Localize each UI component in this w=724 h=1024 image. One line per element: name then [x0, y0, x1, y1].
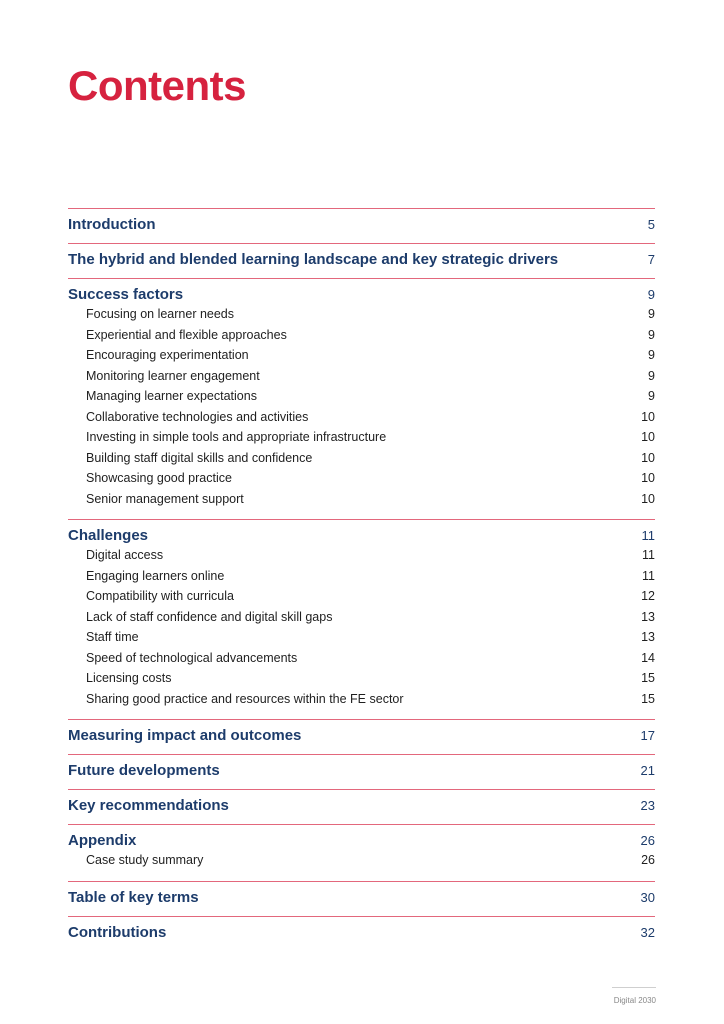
toc-subentry[interactable]	[68, 853, 655, 874]
toc-subentry-title: Monitoring learner engagement	[86, 368, 260, 383]
toc-subentry-page: 12	[641, 589, 655, 603]
toc-subentries	[68, 853, 655, 874]
toc-entry[interactable]	[68, 527, 655, 547]
toc-subentries	[68, 307, 655, 512]
page-title: Contents	[68, 62, 246, 109]
toc-subentry-title: Senior management support	[86, 491, 244, 506]
toc-entry-page: 5	[647, 217, 655, 232]
toc-subentry-page: 9	[648, 307, 655, 321]
toc-subentry[interactable]	[68, 548, 655, 569]
toc-subentry-title: Showcasing good practice	[86, 471, 232, 485]
toc-subentry-page: 11	[642, 548, 655, 562]
toc-subentry-page: 10	[641, 450, 655, 465]
toc-subentry-title: Experiential and flexible approaches	[86, 327, 287, 342]
toc-entry-title: Contributions	[68, 923, 167, 941]
toc-subentry-title: Collaborative technologies and activities	[86, 409, 309, 424]
toc-subentry-title: Compatibility with curricula	[86, 589, 234, 603]
toc-subentry-page: 26	[641, 853, 655, 867]
toc-section	[68, 719, 655, 754]
toc-section	[68, 519, 655, 719]
toc-section	[68, 881, 655, 916]
toc-entry[interactable]	[68, 889, 655, 909]
toc-section	[68, 278, 655, 519]
toc-entry[interactable]	[68, 286, 655, 306]
toc-subentry[interactable]	[68, 630, 655, 651]
toc-section	[68, 243, 655, 278]
table-of-contents	[68, 208, 655, 951]
toc-subentry-page: 10	[641, 430, 655, 444]
toc-subentry-page: 13	[641, 609, 655, 624]
toc-subentry-page: 9	[648, 348, 655, 362]
footer-divider	[612, 987, 656, 988]
toc-section	[68, 824, 655, 881]
toc-entry-title: Future developments	[68, 762, 220, 779]
toc-subentry-page: 11	[642, 568, 655, 583]
toc-subentry-title: Speed of technological advancements	[86, 650, 298, 665]
toc-subentry[interactable]	[68, 389, 655, 410]
toc-subentry[interactable]	[68, 692, 655, 713]
toc-subentry[interactable]	[68, 589, 655, 610]
toc-subentry-page: 14	[641, 650, 655, 665]
toc-entry[interactable]	[68, 924, 655, 944]
footer-label: Digital 2030	[613, 996, 656, 1005]
toc-subentry[interactable]	[68, 651, 655, 672]
toc-subentry[interactable]	[68, 328, 655, 349]
toc-entry-title: Introduction	[68, 216, 156, 233]
toc-subentry-title: Encouraging experimentation	[86, 348, 249, 362]
toc-subentry-page: 9	[648, 327, 655, 342]
toc-entry-title: Measuring impact and outcomes	[68, 727, 302, 744]
toc-subentry[interactable]	[68, 569, 655, 590]
toc-subentry-title: Licensing costs	[86, 671, 172, 685]
toc-entry-page: 30	[640, 889, 655, 905]
toc-subentry[interactable]	[68, 451, 655, 472]
toc-subentry[interactable]	[68, 492, 655, 513]
toc-entry[interactable]	[68, 727, 655, 747]
toc-subentry-title: Investing in simple tools and appropriate infrastructure	[86, 430, 387, 444]
toc-entry-title: Appendix	[68, 832, 137, 849]
toc-subentry-title: Sharing good practice and resources within the FE sector	[86, 691, 404, 706]
toc-subentry[interactable]	[68, 307, 655, 328]
toc-subentry-page: 10	[641, 471, 655, 485]
toc-subentry-title: Lack of staff confidence and digital skill gaps	[86, 609, 333, 624]
toc-subentry-page: 15	[641, 691, 655, 706]
toc-entry[interactable]	[68, 762, 655, 782]
toc-subentry-page: 9	[648, 389, 655, 403]
toc-subentry-page: 15	[641, 671, 655, 685]
toc-subentry[interactable]	[68, 610, 655, 631]
toc-subentry-title: Engaging learners online	[86, 568, 225, 583]
toc-subentry[interactable]	[68, 348, 655, 369]
toc-subentry[interactable]	[68, 671, 655, 692]
toc-section	[68, 208, 655, 243]
toc-subentry[interactable]	[68, 369, 655, 390]
toc-entry-page: 17	[640, 728, 655, 743]
toc-subentry-title: Digital access	[86, 548, 164, 562]
toc-entry[interactable]	[68, 251, 655, 271]
toc-subentry-page: 13	[641, 630, 655, 644]
toc-subentry-title: Building staff digital skills and confidence	[86, 450, 313, 465]
toc-subentry-title: Staff time	[86, 630, 139, 644]
toc-section	[68, 754, 655, 789]
toc-entry-title: Challenges	[68, 527, 149, 544]
toc-subentries	[68, 548, 655, 712]
toc-subentry[interactable]	[68, 430, 655, 451]
toc-subentry-title: Managing learner expectations	[86, 389, 257, 403]
toc-subentry-page: 9	[648, 368, 655, 383]
toc-entry[interactable]	[68, 832, 655, 852]
toc-entry-page: 11	[641, 528, 655, 543]
toc-entry-page: 26	[640, 833, 655, 848]
toc-entry-title: Key recommendations	[68, 797, 229, 814]
toc-entry-title: The hybrid and blended learning landscape and key strategic drivers	[68, 251, 559, 268]
toc-subentry-title: Focusing on learner needs	[86, 307, 235, 321]
toc-entry-page: 7	[647, 252, 655, 267]
toc-subentry-page: 10	[641, 491, 655, 506]
toc-entry-page: 21	[640, 763, 655, 778]
toc-entry-title: Success factors	[68, 286, 184, 303]
toc-entry-title: Table of key terms	[68, 888, 199, 906]
toc-entry[interactable]	[68, 797, 655, 817]
toc-entry-page: 9	[647, 287, 655, 302]
toc-entry-page: 32	[640, 924, 655, 940]
toc-subentry[interactable]	[68, 471, 655, 492]
toc-section	[68, 916, 655, 951]
toc-entry[interactable]	[68, 216, 655, 236]
toc-subentry-page: 10	[641, 409, 655, 424]
toc-entry-page: 23	[640, 798, 655, 813]
toc-subentry-title: Case study summary	[86, 853, 204, 867]
toc-section	[68, 789, 655, 824]
toc-subentry[interactable]	[68, 410, 655, 431]
